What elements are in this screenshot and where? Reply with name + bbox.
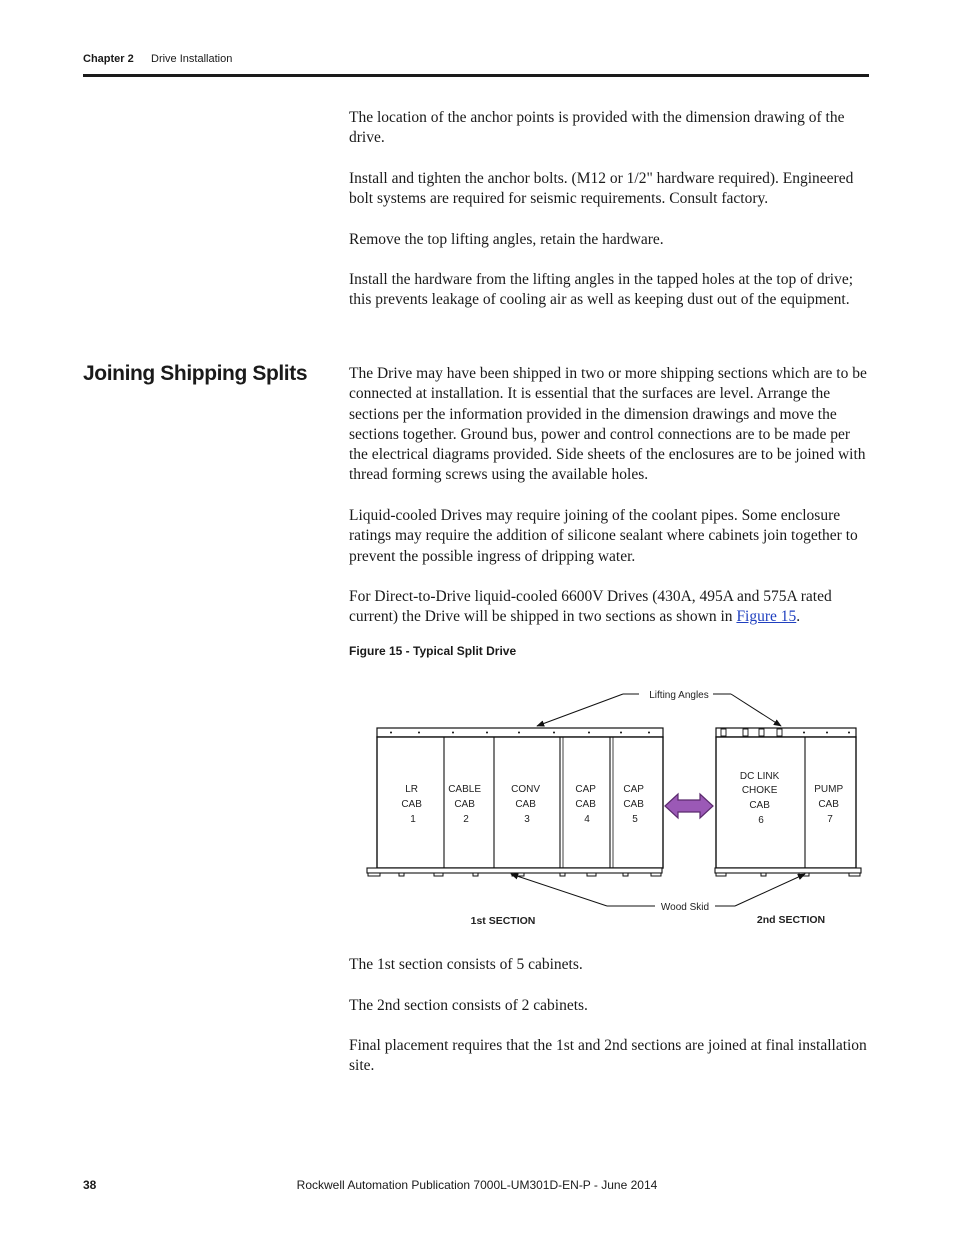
section-heading: Joining Shipping Splits [83, 362, 308, 385]
second-section-label: 2nd SECTION [756, 914, 826, 926]
cabinet-1-label: LR CAB 1 [401, 784, 422, 825]
cabinet-5-label: CAP CAB 5 [623, 784, 644, 825]
chapter-title: Drive Installation [151, 53, 233, 65]
section-paragraph-1: The Drive may have been shipped in two or more shipping sections which are to be connected at installation. It is essential that the surfaces are level. Arrange the sections per the information provided in the dimension drawings and move the sections together. Ground bus, power and control connections are to be made per the electrical diagrams provided. Side sheets of the enclosures are to be joined with thread forming screws using the available holes. [349, 365, 867, 484]
publication-footer: Rockwell Automation Publication 7000L-UM301D-EN-P - June 2014 [296, 1178, 658, 1192]
intro-paragraph-2: Install and tighten the anchor bolts. (M12 or 1/2" hardware required). Engineered bolt systems are required for seismic requirements. Consult factory. [349, 170, 854, 208]
intro-paragraph-3: Remove the top lifting angles, retain the hardware. [349, 231, 664, 248]
lifting-angle-arrow-right [731, 694, 781, 726]
closing-paragraph-3: Final placement requires that the 1st and 2nd sections are joined at final installation site. [349, 1037, 867, 1075]
figure-caption: Figure 15 - Typical Split Drive [349, 644, 517, 658]
join-arrow-icon [665, 794, 713, 818]
header-rule [83, 74, 869, 77]
page-number: 38 [83, 1178, 97, 1192]
figure-15-link[interactable]: Figure 15 [736, 608, 797, 626]
wood-skid-label: Wood Skid [660, 902, 710, 913]
second-section-roof [716, 728, 856, 737]
lifting-angles-label: Lifting Angles [649, 690, 709, 701]
wood-skid-arrow-left [511, 874, 607, 906]
cabinet-7-label: PUMP CAB 7 [814, 784, 843, 825]
section-paragraph-2: Liquid-cooled Drives may require joining of the coolant pipes. Some enclosure ratings may require the addition of silicone sealant where cabinets join together to prevent the possible ingress of dripping water. [349, 507, 858, 565]
first-section-skid [367, 868, 662, 873]
chapter-label: Chapter 2 [83, 53, 134, 65]
cabinet-3-label: CONV CAB 3 [511, 784, 541, 825]
intro-paragraph-4: Install the hardware from the lifting angles in the tapped holes at the top of drive; this prevents leakage of cooling air as well as keeping dust out of the equipment. [349, 271, 854, 309]
split-drive-figure [349, 680, 879, 940]
section-paragraph-3: For Direct-to-Drive liquid-cooled 6600V Drives (430A, 495A and 575A rated current) the Drive will be shipped in two sections as shown in Figure 15. [349, 588, 832, 626]
intro-paragraph-1: The location of the anchor points is provided with the dimension drawing of the drive. [349, 109, 845, 147]
running-header [83, 53, 233, 65]
split-drive-drawing [349, 680, 879, 940]
cabinet-6-label: DC LINK CHOKE CAB 6 [739, 771, 780, 826]
wood-skid-arrow-right [735, 874, 805, 906]
lifting-angle-arrow-left [537, 694, 623, 726]
second-section-skid [715, 868, 861, 873]
cabinet-4-label: CAP CAB 4 [575, 784, 596, 825]
closing-paragraph-1: The 1st section consists of 5 cabinets. [349, 956, 583, 973]
cabinet-2-label: CABLE CAB 2 [448, 784, 482, 825]
first-section-label: 1st SECTION [470, 915, 536, 927]
closing-paragraph-2: The 2nd section consists of 2 cabinets. [349, 997, 588, 1014]
